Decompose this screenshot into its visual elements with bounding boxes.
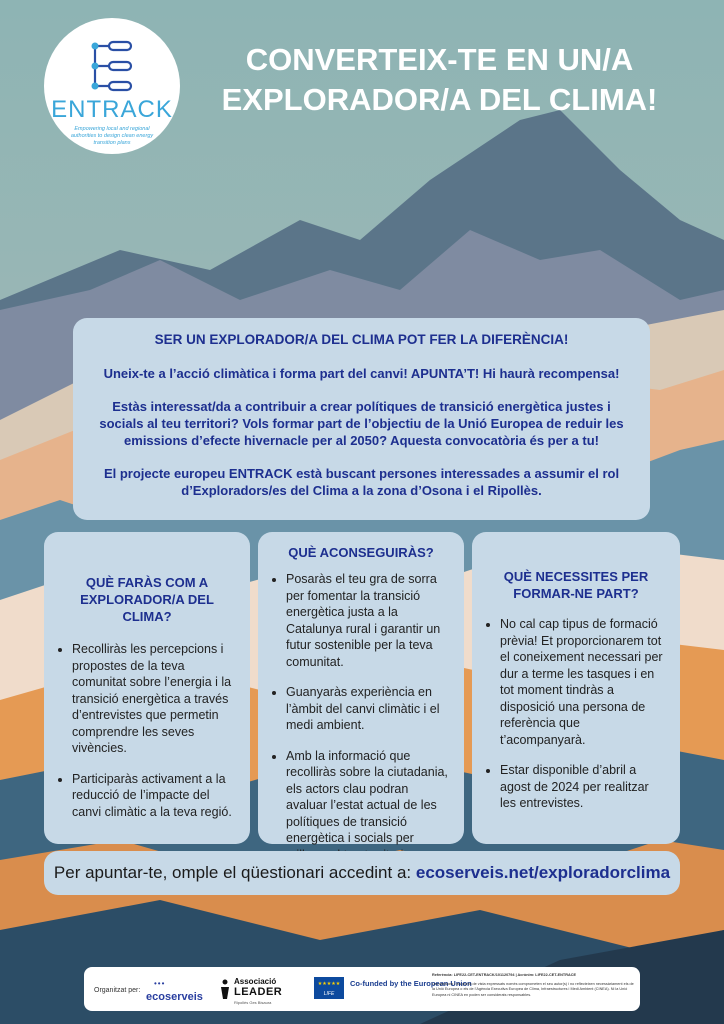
- what-you-will-do-list: [56, 641, 238, 820]
- requirements-heading: QUÈ NECESSITES PER FORMAR-NE PART?: [503, 569, 649, 601]
- what-you-will-achieve-list: [270, 571, 452, 863]
- leader-association-logo: [218, 975, 288, 1005]
- signup-text: Per apuntar-te, omple el qüestionari accedint a:: [53, 863, 412, 882]
- list-item: • Recolliràs les percepcions i propostes de la teva comunitat sobre l’energia i la transició energètica a través d’entrevistes que permetin comprendre les seves vivències.: [72, 641, 238, 757]
- leader-figure-icon: [218, 979, 232, 999]
- intro-heading: SER UN EXPLORADOR/A DEL CLIMA POT FER LA DIFERÈNCIA!: [154, 332, 569, 347]
- what-you-will-achieve-heading: QUÈ ACONSEGUIRÀS?: [288, 545, 434, 560]
- life-label: LIFE: [323, 991, 335, 997]
- ecoserveis-name: ecoserveis: [146, 991, 203, 1003]
- ecoserveis-logo: [146, 979, 206, 1007]
- what-you-will-achieve-panel: [258, 532, 464, 844]
- intro-panel: [73, 318, 650, 520]
- leader-line-2: LEADER: [234, 986, 283, 998]
- requirements-list: [484, 616, 668, 812]
- page-title: CONVERTEIX-TE EN UN/A EXPLORADOR/A DEL CLIMA!: [221, 42, 658, 117]
- disclaimer-text: Les opinions i els punts de vista expressats només comprometen el seu autor(s) i no reflecteixen necessàriament els de la Unió Europea o els de l’Agència Executiva Europea de Clima, Infraestructures i Medi Ambient (CINEA). Ni la Unió Europea ni CINEA en poden ser considerats responsables.: [432, 981, 634, 997]
- signup-call-to-action: [44, 851, 680, 895]
- signup-link[interactable]: ecoserveis.net/exploradorclima: [415, 863, 671, 882]
- intro-paragraph-3: El projecte europeu ENTRACK està buscant persones interessades a assumir el rol d’Exploradors/es del Clima a la zona d’Osona i el Ripollès.: [103, 466, 620, 498]
- legal-notice: [432, 973, 634, 998]
- organized-by-label: Organitzat per:: [94, 987, 141, 994]
- project-reference: Referència: LIFE22-CET-ENTRACK/101120794 | Acrònim: LIFE22-CET-ENTRACE: [432, 973, 576, 977]
- requirements-panel: [472, 532, 680, 844]
- what-you-will-do-panel: [44, 532, 250, 844]
- intro-paragraph-1: Uneix-te a l’acció climàtica i forma part del canvi! APUNTA’T! Hi haurà recompensa!: [103, 366, 620, 381]
- footer-logos-bar: [84, 967, 640, 1011]
- list-item: • Participaràs activament a la reducció de l’impacte del canvi climàtic a la teva regió.: [72, 771, 238, 821]
- leader-line-1: Associació: [234, 977, 277, 986]
- intro-paragraph-2: Estàs interessat/da a contribuir a crear polítiques de transició energètica justes i socials al teu territori? Vols formar part de l’objectiu de la Unió Europea de reduir les emissions d’efecte hivernacle per al 2050? Aquesta convocatòria és per a tu!: [99, 399, 624, 448]
- entrack-logo: [44, 18, 180, 154]
- entrack-tagline: Empowering local and regional authorities to design clean energy transition plans: [70, 126, 154, 146]
- list-item: • Amb la informació que recolliràs sobre la ciutadania, els actors clau podran avaluar l’estat actual de les polítiques de transició energètica i socials per: [286, 748, 452, 864]
- ecoserveis-dots-icon: •••: [154, 979, 166, 988]
- cofunded-label: Co-funded by the European Union: [350, 979, 472, 988]
- entrack-network-icon: [87, 38, 137, 94]
- what-you-will-do-heading: QUÈ FARÀS COM A EXPLORADOR/A DEL CLIMA?: [80, 575, 214, 624]
- entrack-brand-name: ENTRACK: [51, 96, 173, 123]
- eu-stars-icon: ★★★★★: [317, 981, 341, 987]
- list-item: • Guanyaràs experiència en l’àmbit del canvi climàtic i el medi ambient.: [286, 684, 452, 734]
- list-item: • Posaràs el teu gra de sorra per fomentar la transició energètica justa a la Catalunya rural i garantir un futur sostenible per la teva comunitat.: [286, 571, 452, 670]
- eu-flag-icon: [314, 977, 344, 999]
- list-item: • No cal cap tipus de formació prèvia! Et proporcionarem tot el coneixement necessari per dur a terme les tasques i en tot moment tindràs a disposició una persona de referència que t’acompanyarà.: [500, 616, 668, 748]
- leader-line-3: Ripollès Ges Bisaura: [234, 1000, 272, 1005]
- list-item: • Estar disponible d’abril a agost de 2024 per realitzar les entrevistes.: [500, 762, 668, 812]
